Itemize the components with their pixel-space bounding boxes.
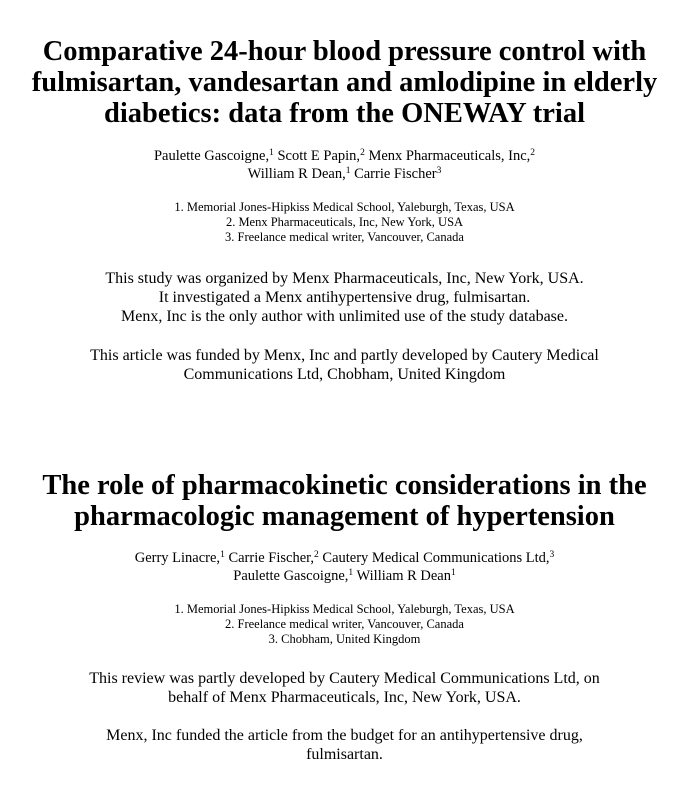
affiliation-item: 1. Memorial Jones-Hipkiss Medical School, Yaleburgh, Texas, USA — [174, 200, 515, 214]
affiliation-marker: 1 — [345, 166, 351, 176]
affiliation-item: 2. Freelance medical writer, Vancouver, Canada — [225, 617, 464, 631]
title-line: pharmacologic management of hypertension — [74, 501, 615, 532]
affiliation-marker: 1 — [269, 148, 274, 158]
paragraph-line: Menx, Inc is the only author with unlimited use of the study database. — [120, 308, 569, 325]
article-title — [0, 470, 689, 532]
paragraph-line: This study was organized by Menx Pharmaceuticals, Inc, New York, USA. — [105, 270, 584, 287]
affiliation-marker: 2 — [360, 148, 365, 158]
affiliation-marker: 1 — [450, 568, 456, 578]
affiliation-item: 2. Menx Pharmaceuticals, Inc, New York, USA — [225, 215, 464, 229]
author-name: Cautery Medical Communications Ltd, — [318, 550, 550, 566]
title-line: The role of pharmacokinetic considerations in the — [42, 470, 647, 501]
article-2 — [0, 470, 689, 764]
author-line — [0, 549, 689, 567]
affiliation-marker: 1 — [220, 550, 225, 560]
paragraph-line: behalf of Menx Pharmaceuticals, Inc, New York, USA. — [168, 689, 521, 706]
affiliation-item: 3. Freelance medical writer, Vancouver, Canada — [225, 230, 464, 244]
author-name: Carrie Fischer, — [224, 550, 315, 566]
funding-paragraph — [0, 726, 689, 764]
author-name: Menx Pharmaceuticals, Inc, — [364, 148, 531, 164]
affiliation-marker: 1 — [348, 568, 354, 578]
author-name: William R Dean, — [247, 166, 346, 182]
affiliation-marker: 2 — [530, 148, 536, 158]
affiliation-item: 1. Memorial Jones-Hipkiss Medical School, Yaleburgh, Texas, USA — [174, 602, 515, 616]
disclosure-paragraph — [0, 269, 689, 326]
author-list — [0, 147, 689, 183]
paragraph-line: This article was funded by Menx, Inc and partly developed by Cautery Medical — [90, 347, 599, 364]
paragraph-line: This review was partly developed by Cautery Medical Communications Ltd, on — [89, 670, 600, 687]
affiliation-item: 3. Chobham, United Kingdom — [268, 632, 421, 646]
author-name: Scott E Papin, — [273, 148, 361, 164]
author-name: William R Dean — [353, 568, 451, 584]
paragraph-line: It investigated a Menx antihypertensive drug, fulmisartan. — [158, 289, 531, 306]
author-name: Carrie Fischer — [350, 166, 437, 182]
article-title — [0, 36, 689, 129]
author-list — [0, 549, 689, 585]
author-name: Gerry Linacre, — [134, 550, 221, 566]
article-1 — [0, 36, 689, 384]
author-name: Paulette Gascoigne, — [233, 568, 349, 584]
title-line: Comparative 24-hour blood pressure control with — [42, 36, 647, 67]
author-line — [0, 567, 689, 585]
paragraph-line: Menx, Inc funded the article from the budget for an antihypertensive drug, — [106, 727, 583, 744]
paragraph-line: Communications Ltd, Chobham, United Kingdom — [183, 366, 506, 383]
affiliation-list — [0, 200, 689, 245]
affiliation-marker: 3 — [436, 166, 442, 176]
affiliation-marker: 3 — [549, 550, 555, 560]
author-line — [0, 165, 689, 183]
title-line: diabetics: data from the ONEWAY trial — [103, 98, 586, 129]
author-line — [0, 147, 689, 165]
affiliation-list — [0, 602, 689, 647]
author-name: Paulette Gascoigne, — [153, 148, 270, 164]
paragraph-line: fulmisartan. — [306, 746, 383, 763]
affiliation-marker: 2 — [314, 550, 319, 560]
funding-paragraph — [0, 346, 689, 384]
disclosure-paragraph — [0, 669, 689, 707]
title-line: fulmisartan, vandesartan and amlodipine in elderly — [31, 67, 658, 98]
